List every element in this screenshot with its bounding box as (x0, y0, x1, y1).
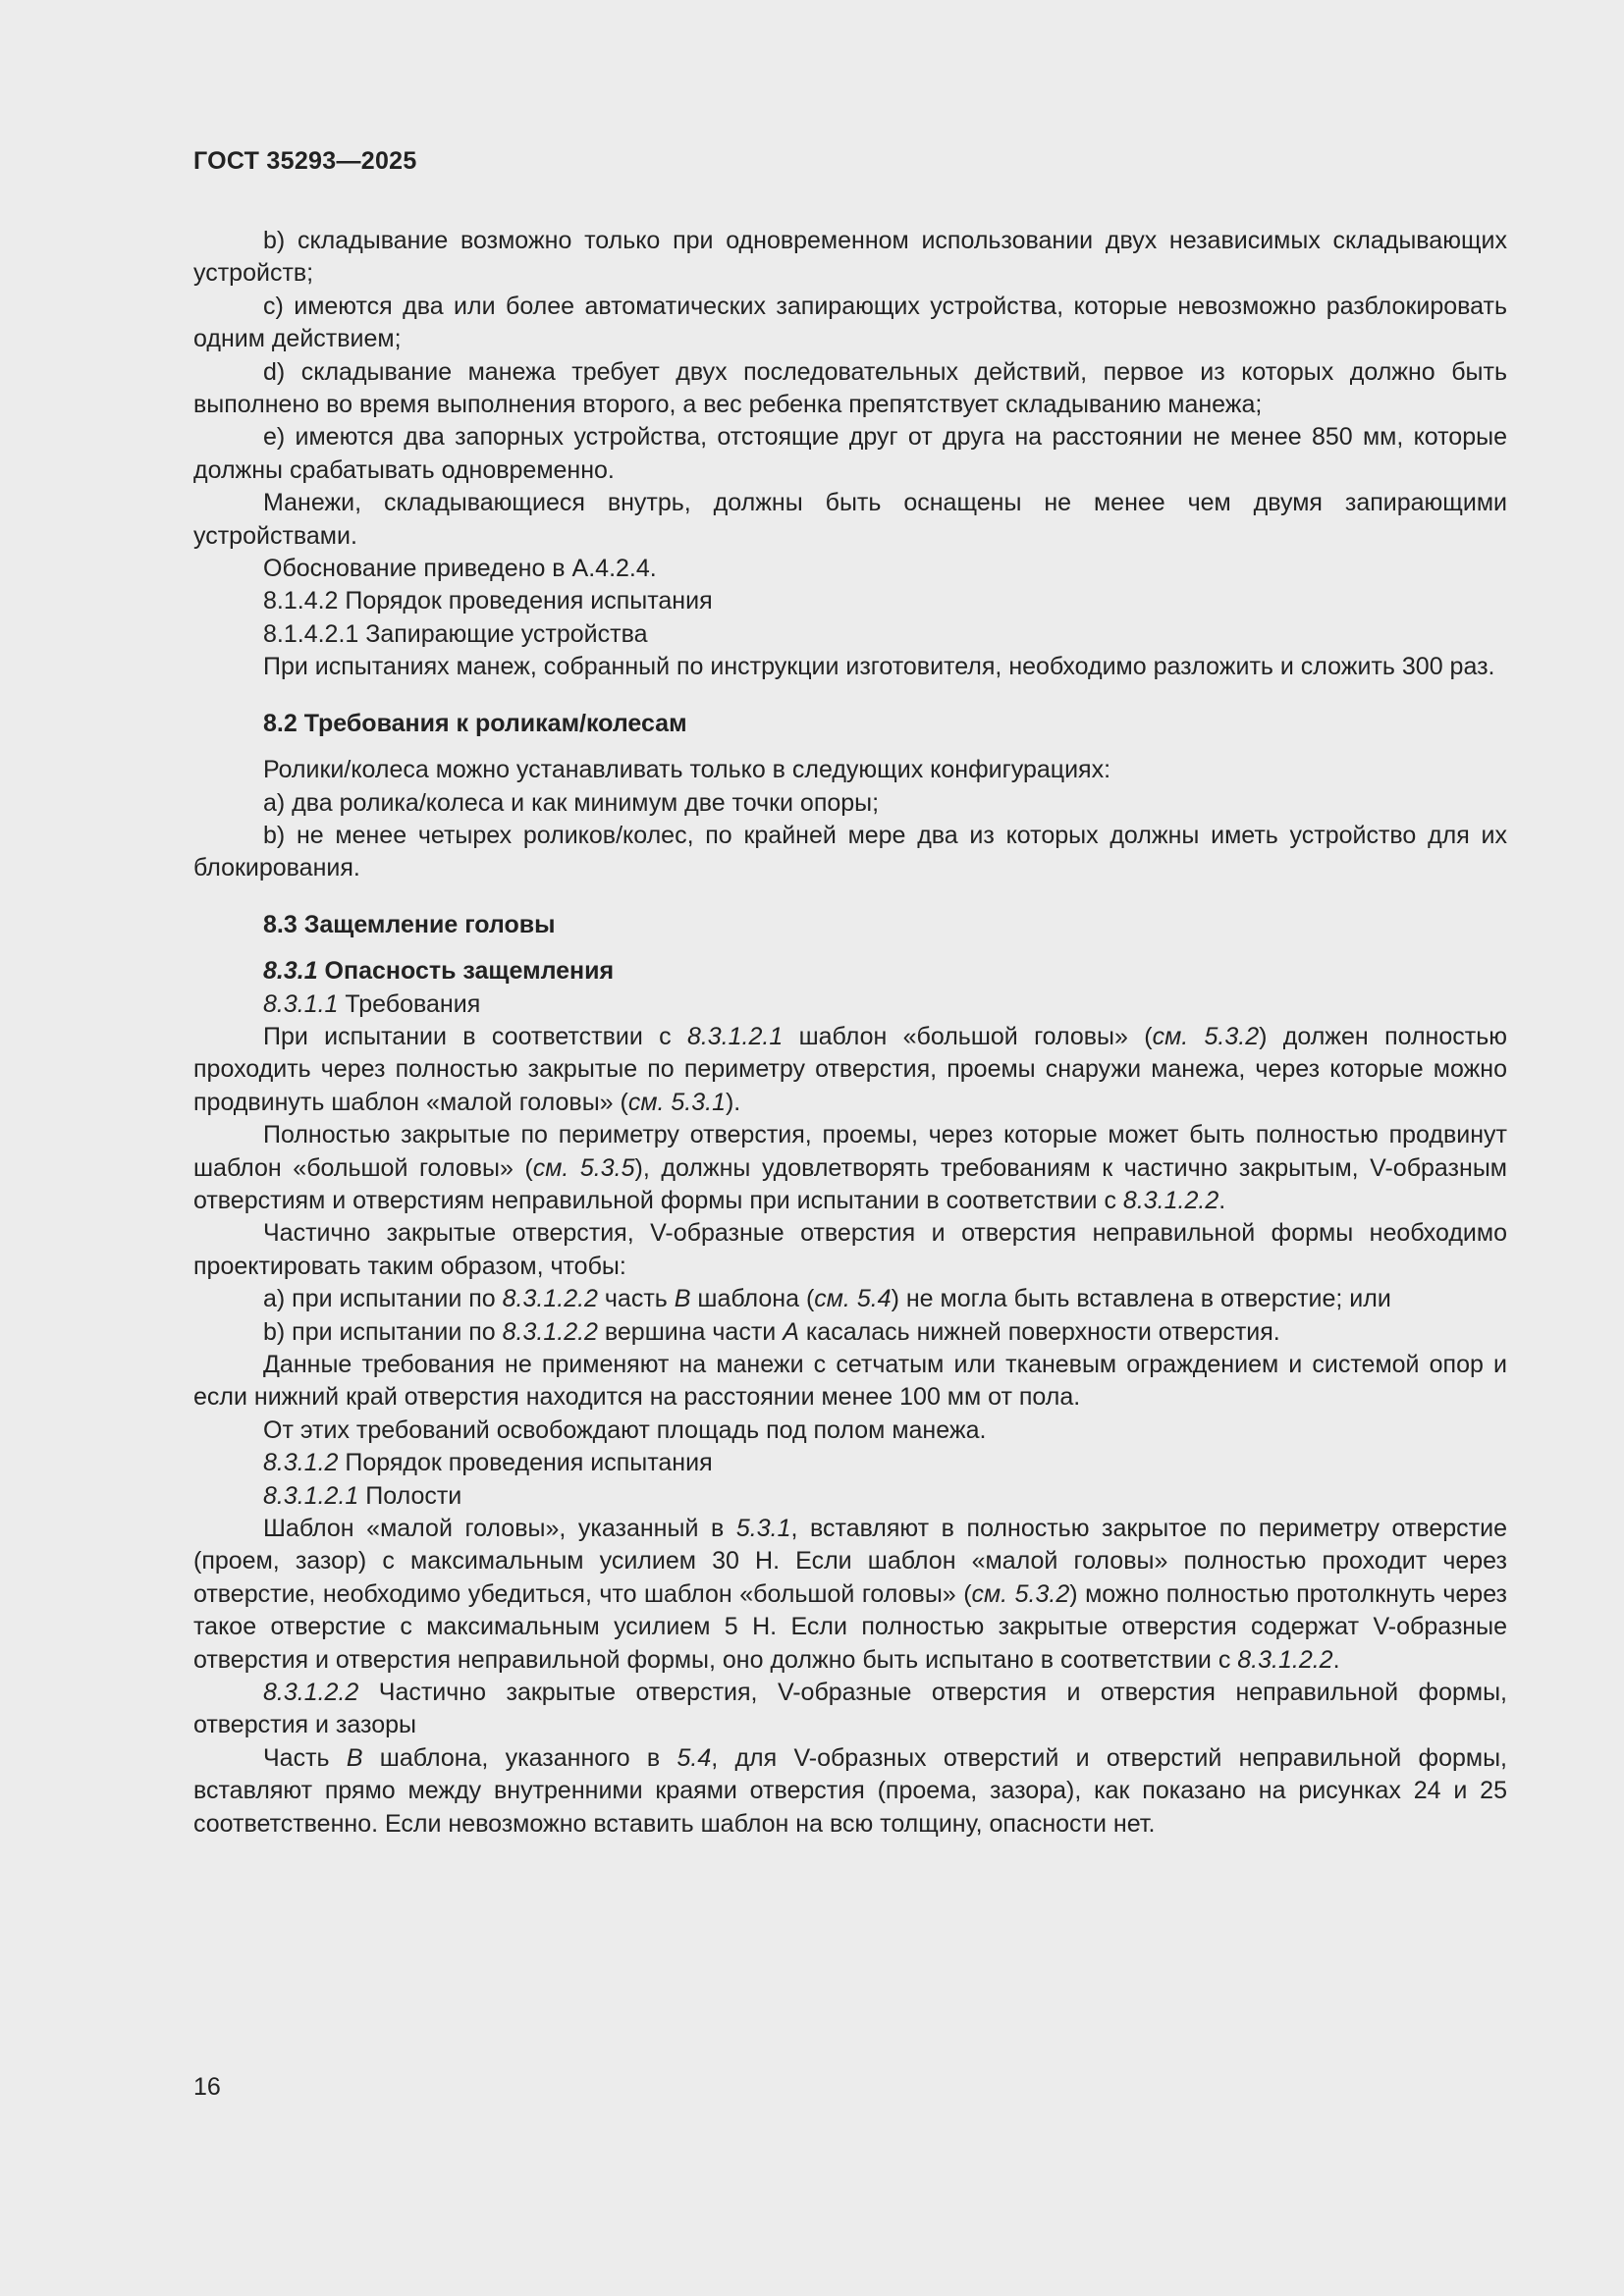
clause-number: 8.3.1.1 (263, 989, 339, 1018)
text-run: ). (725, 1088, 741, 1116)
paragraph: Манежи, складывающиеся внутрь, должны быть оснащены не менее чем двумя запирающими устройствами. (193, 489, 1507, 550)
list-item-d: d) складывание манежа требует двух последовательных действий, первое из которых должно быть выполнено во время выполнения второго, а вес ребенка препятствует складыванию манежа; (193, 357, 1507, 419)
text-run: Шаблон «малой головы», указанный в (263, 1515, 736, 1543)
text-run: . (1218, 1186, 1226, 1214)
clause-reference: см. 5.3.2 (1152, 1022, 1260, 1050)
clause-reference: 8.3.1.2.2 (1122, 1186, 1219, 1214)
clause-reference: 5.4 (677, 1743, 712, 1772)
text-run: Часть (263, 1743, 347, 1772)
text-run: шаблона, указанного в (362, 1743, 677, 1772)
clause-reference: см. 5.4 (814, 1285, 892, 1313)
paragraph: Данные требования не применяют на манежи с сетчатым или тканевым ограждением и системой опор и если нижний край отверстия находится на расстоянии менее 100 мм от пола. (193, 1351, 1507, 1412)
paragraph (193, 1119, 1507, 1217)
clause-reference: см. 5.3.5 (532, 1153, 635, 1182)
clause-title (193, 1677, 1507, 1742)
part-letter: B (674, 1285, 691, 1313)
paragraph: От этих требований освобождают площадь под полом манежа. (263, 1415, 987, 1444)
section-heading-8-3: 8.3 Защемление головы (263, 910, 556, 938)
text-run: , для V-образных отверстий и отверстий неправильной формы, вставляют прямо между внутренними краями отверстия (проема, зазора), как показано на рисунках 24 и 25 соответственно. Если невозможно вставить шаблон на всю толщину, опасности нет. (193, 1743, 1507, 1838)
part-letter: B (346, 1743, 363, 1772)
page-number: 16 (193, 2073, 221, 2101)
text-run: ) можно полностью протолкнуть через такое отверстие с максимальным усилием 5 Н. Если полностью закрытые отверстия содержат V-образные отверстия и отверстия неправильной формы, оно должно быть испытано в соответствии с (193, 1579, 1508, 1674)
clause-title-text: Порядок проведения испытания (338, 1449, 713, 1477)
paragraph: Частично закрытые отверстия, V-образные отверстия и отверстия неправильной формы необходимо проектировать таким образом, чтобы: (193, 1219, 1507, 1280)
clause-title-text: Опасность защемления (317, 957, 615, 986)
text-run: шаблона ( (690, 1285, 815, 1313)
list-item-c: c) имеются два или более автоматических запирающих устройства, которые невозможно разблокировать одним действием; (193, 292, 1507, 353)
text-run: ) должен полностью проходить через полностью закрытые по периметру отверстия, проемы снаружи манежа, через которые можно продвинуть шаблон «малой головы» ( (193, 1022, 1507, 1116)
list-item-a (193, 1283, 1507, 1315)
list-item-b (193, 1316, 1507, 1349)
clause-number: 8.3.1.2 (263, 1449, 339, 1477)
list-item-e: e) имеются два запорных устройства, отстоящие друг от друга на расстоянии не менее 850 мм, которые должны срабатывать одновременно. (193, 423, 1507, 484)
clause-reference: см. 5.3.2 (971, 1579, 1070, 1608)
paragraph: Обоснование приведено в А.4.2.4. (263, 555, 657, 583)
clause-reference: см. 5.3.1 (627, 1088, 726, 1116)
text-run: Полностью закрытые по периметру отверстия, проемы, через которые может быть полностью продвинут шаблон «большой головы» ( (193, 1121, 1507, 1182)
text-run: a) при испытании по (263, 1285, 503, 1313)
clause-reference: 8.3.1.2.1 (686, 1022, 784, 1050)
list-item-b: b) складывание возможно только при одновременном использовании двух независимых складывающих устройств; (193, 227, 1507, 288)
clause-number: 8.3.1.2.1 (263, 1481, 359, 1510)
clause-title (193, 1480, 1507, 1513)
section-heading-8-2: 8.2 Требования к роликам/колесам (263, 709, 687, 737)
clause-number: 8.3.1 (263, 957, 318, 986)
text-run: , вставляют в полностью закрытое по периметру отверстие (проем, зазор) с максимальным усилием 30 Н. Если шаблон «малой головы» полностью проходит через отверстие, необходимо убедиться, что шаблон «большой головы» ( (193, 1515, 1507, 1608)
clause-reference: 5.3.1 (735, 1515, 791, 1543)
clause-title: 8.1.4.2.1 Запирающие устройства (263, 619, 648, 648)
paragraph (193, 1021, 1507, 1119)
text-run: ), должны удовлетворять требованиям к частично закрытым, V-образным отверстиям и отверстиям неправильной формы при испытании в соответствии с (193, 1153, 1507, 1214)
clause-title-text: Требования (338, 989, 481, 1018)
clause-title-text: Полости (358, 1481, 462, 1510)
text-run: ) не могла быть вставлена в отверстие; или (891, 1285, 1391, 1313)
clause-reference: 8.3.1.2.2 (502, 1317, 598, 1346)
paragraph: При испытаниях манеж, собранный по инструкции изготовителя, необходимо разложить и сложить 300 раз. (263, 653, 1495, 681)
text-run: При испытании в соответствии с (263, 1022, 687, 1050)
clause-number: 8.3.1.2.2 (263, 1679, 359, 1707)
clause-title (193, 1447, 1507, 1479)
paragraph (193, 1513, 1507, 1677)
text-run: . (1332, 1645, 1340, 1674)
text-run: касалась нижней поверхности отверстия. (798, 1317, 1280, 1346)
document-header: ГОСТ 35293—2025 (193, 147, 417, 175)
text-run: b) при испытании по (263, 1317, 503, 1346)
clause-reference: 8.3.1.2.2 (502, 1285, 598, 1313)
paragraph: Ролики/колеса можно устанавливать только в следующих конфигурациях: (263, 756, 1111, 784)
part-letter: A (783, 1317, 799, 1346)
clause-reference: 8.3.1.2.2 (1237, 1645, 1333, 1674)
text-run: шаблон «большой головы» ( (783, 1022, 1153, 1050)
clause-title (193, 988, 1507, 1021)
clause-title: 8.1.4.2 Порядок проведения испытания (263, 587, 713, 615)
text-run: вершина части (597, 1317, 784, 1346)
list-item-b: b) не менее четырех роликов/колес, по крайней мере два из которых должны иметь устройство для их блокирования. (193, 821, 1507, 882)
paragraph (193, 1742, 1507, 1841)
clause-title-text: Частично закрытые отверстия, V-образные отверстия и отверстия неправильной формы, отверстия и зазоры (193, 1679, 1507, 1739)
document-body (193, 225, 1507, 1841)
text-run: часть (597, 1285, 675, 1313)
subsection-heading-8-3-1 (193, 955, 1507, 988)
list-item-a: a) два ролика/колеса и как минимум две точки опоры; (263, 788, 880, 817)
